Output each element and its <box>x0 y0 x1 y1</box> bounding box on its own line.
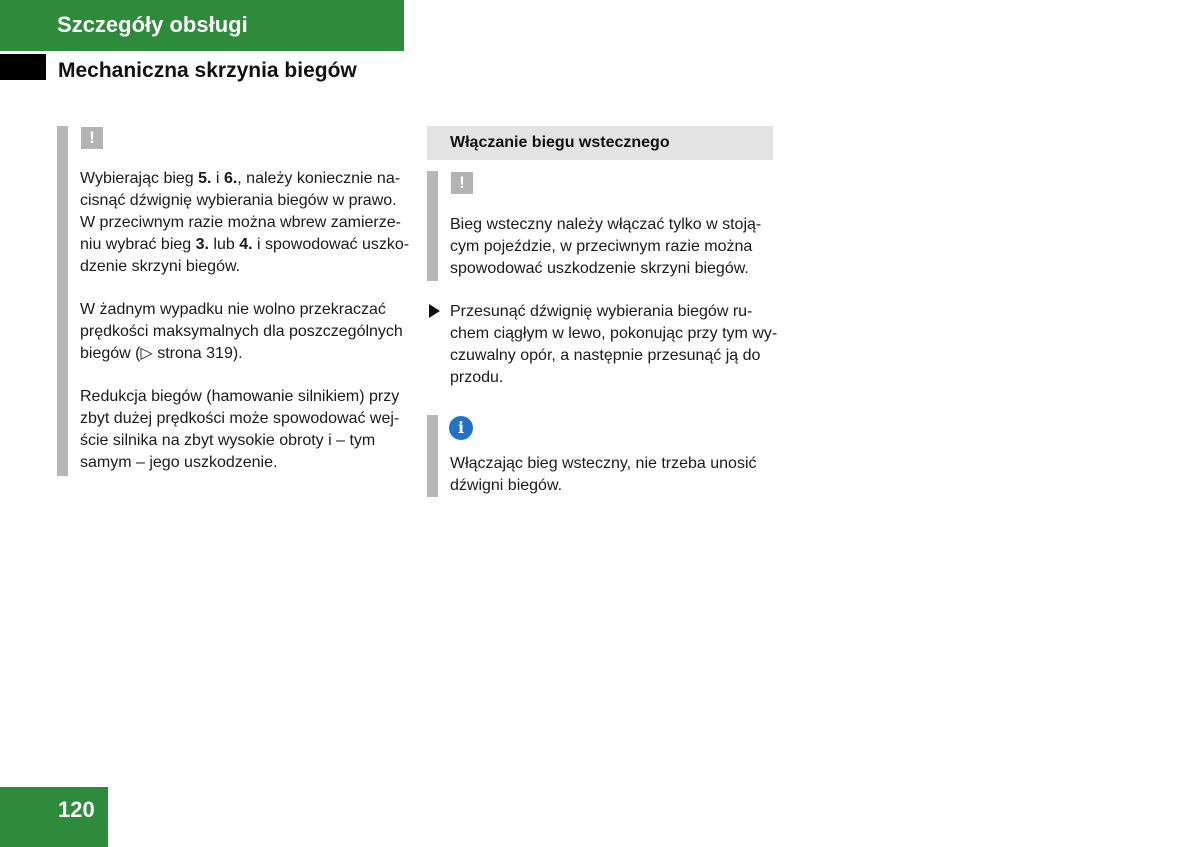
warning-text-line: Redukcja biegów (hamowanie silnikiem) przy <box>80 388 400 405</box>
section-title: Szczegóły obsługi <box>57 12 248 37</box>
subheading: Włączanie biegu wstecznego <box>450 134 670 151</box>
subheading-box <box>427 126 773 160</box>
warning-note-bar <box>57 126 68 476</box>
warning-icon: ! <box>81 127 103 149</box>
warning-text-line <box>80 168 400 190</box>
gear-number: 3. <box>195 236 209 253</box>
text-span: niu wybrać bieg <box>80 236 196 253</box>
gear-number: 5. <box>198 170 212 187</box>
instruction-arrow-icon <box>429 304 440 318</box>
info-text-line: dźwigni biegów. <box>450 477 563 494</box>
info-icon: i <box>449 416 473 440</box>
text-span: i <box>211 170 224 187</box>
warning-text-line: W przeciwnym razie można wbrew zamierze- <box>80 214 401 231</box>
text-span: Wybierając bieg <box>80 170 199 187</box>
page-number: 120 <box>58 797 95 822</box>
warning-text-line: spowodować uszkodzenie skrzyni biegów. <box>450 260 749 277</box>
instruction-text-line: przodu. <box>450 369 504 386</box>
page-title: Mechaniczna skrzynia biegów <box>58 59 357 82</box>
warning-text-line: dzenie skrzyni biegów. <box>80 258 241 275</box>
text-span: , należy koniecznie na- <box>237 170 401 187</box>
info-text-line: Włączając bieg wsteczny, nie trzeba unosić <box>450 455 757 472</box>
section-header-bar <box>0 0 404 51</box>
warning-text-line: cisnąć dźwignię wybierania biegów w prawo. <box>80 192 397 209</box>
info-note-bar <box>427 415 438 497</box>
instruction-text-line: Przesunąć dźwignię wybierania biegów ru- <box>450 303 753 320</box>
warning-text-line: samym – jego uszkodzenie. <box>80 454 278 471</box>
instruction-text-line: czuwalny opór, a następnie przesunąć ją do <box>450 347 761 364</box>
warning-text-line: W żadnym wypadku nie wolno przekraczać <box>80 301 386 318</box>
text-span: lub <box>208 236 240 253</box>
warning-note-bar <box>427 171 438 281</box>
warning-text-line: Bieg wsteczny należy włączać tylko w stoją- <box>450 216 762 233</box>
warning-text-line <box>80 234 409 256</box>
section-marker <box>0 54 46 80</box>
warning-text-line: zbyt dużej prędkości może spowodować wej- <box>80 410 400 427</box>
warning-text-line: biegów (▷ strona 319). <box>80 345 243 362</box>
warning-text-line: ście silnika na zbyt wysokie obroty i – tym <box>80 432 376 449</box>
warning-text-line: prędkości maksymalnych dla poszczególnych <box>80 323 403 340</box>
gear-number: 4. <box>239 236 253 253</box>
gear-number: 6. <box>223 170 238 187</box>
warning-text-line: cym pojeździe, w przeciwnym razie można <box>450 238 753 255</box>
instruction-text-line: chem ciągłym w lewo, pokonując przy tym wy- <box>450 325 778 342</box>
warning-icon: ! <box>451 172 473 194</box>
page-number-box <box>0 787 108 847</box>
text-span: i spowodować uszko- <box>252 236 410 253</box>
